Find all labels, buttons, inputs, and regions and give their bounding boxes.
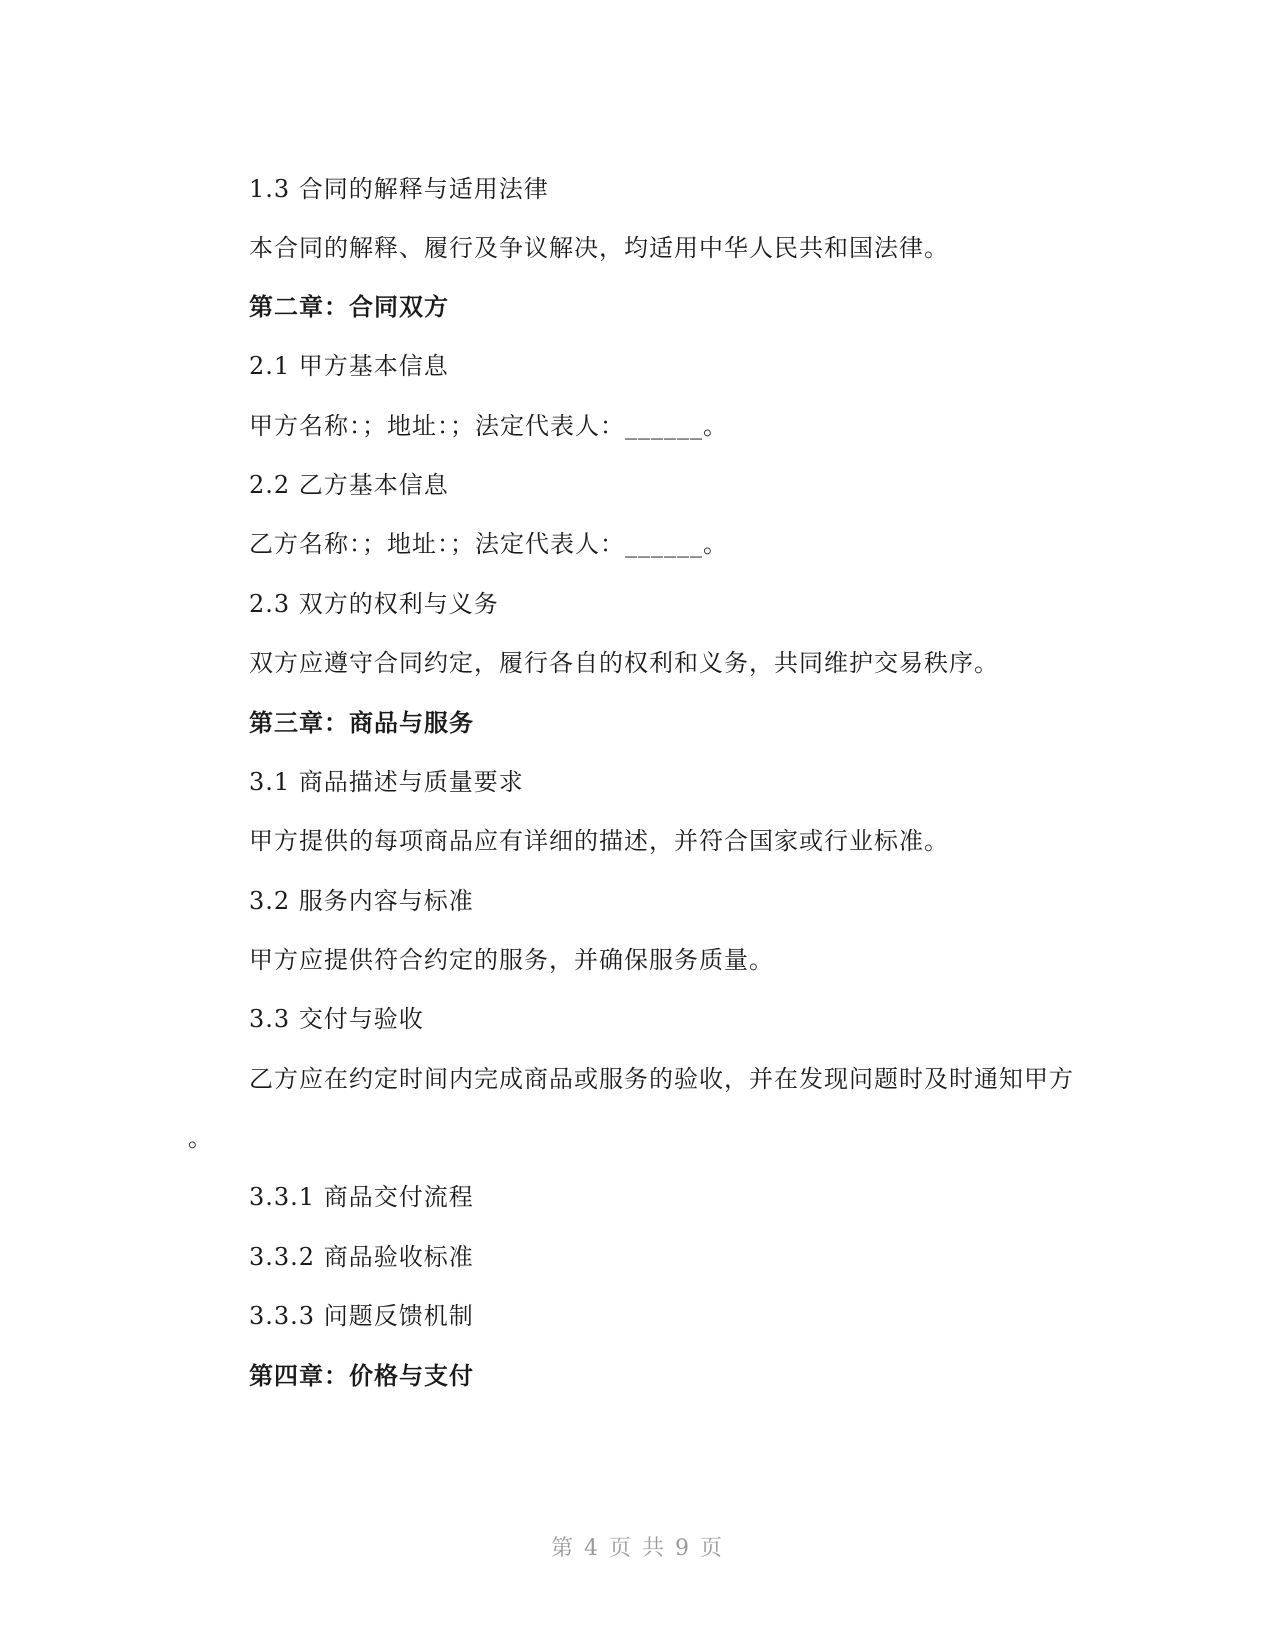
section-heading-2-2: 2.2 乙方基本信息 [249, 471, 449, 499]
section-heading-3-3: 3.3 交付与验收 [249, 1005, 424, 1033]
paragraph-text: 乙方名称：；地址：；法定代表人：______。 [249, 530, 728, 558]
section-heading-2-1: 2.1 甲方基本信息 [249, 352, 449, 380]
paragraph-text: 双方应遵守合同约定，履行各自的权利和义务，共同维护交易秩序。 [249, 649, 999, 677]
page-indicator: 第 4 页 共 9 页 [551, 1536, 724, 1561]
subsection-heading-3-3-1: 3.3.1 商品交付流程 [249, 1183, 474, 1211]
section-heading-2-3: 2.3 双方的权利与义务 [249, 590, 499, 618]
paragraph-text: 乙方应在约定时间内完成商品或服务的验收，并在发现问题时及时通知甲方 [249, 1065, 1074, 1093]
section-heading-1-3: 1.3 合同的解释与适用法律 [249, 175, 549, 203]
paragraph-continuation: 。 [188, 1124, 212, 1152]
paragraph-text: 甲方提供的每项商品应有详细的描述，并符合国家或行业标准。 [249, 827, 949, 855]
subsection-heading-3-3-3: 3.3.3 问题反馈机制 [249, 1302, 474, 1330]
subsection-heading-3-3-2: 3.3.2 商品验收标准 [249, 1243, 474, 1271]
chapter-heading-2: 第二章：合同双方 [249, 293, 449, 321]
paragraph-text: 本合同的解释、履行及争议解决，均适用中华人民共和国法律。 [249, 234, 949, 262]
paragraph-text: 甲方应提供符合约定的服务，并确保服务质量。 [249, 946, 774, 974]
section-heading-3-1: 3.1 商品描述与质量要求 [249, 768, 524, 796]
chapter-heading-4: 第四章：价格与支付 [249, 1362, 474, 1390]
paragraph-text: 甲方名称：；地址：；法定代表人：______。 [249, 412, 728, 440]
section-heading-3-2: 3.2 服务内容与标准 [249, 887, 474, 915]
chapter-heading-3: 第三章：商品与服务 [249, 709, 474, 737]
